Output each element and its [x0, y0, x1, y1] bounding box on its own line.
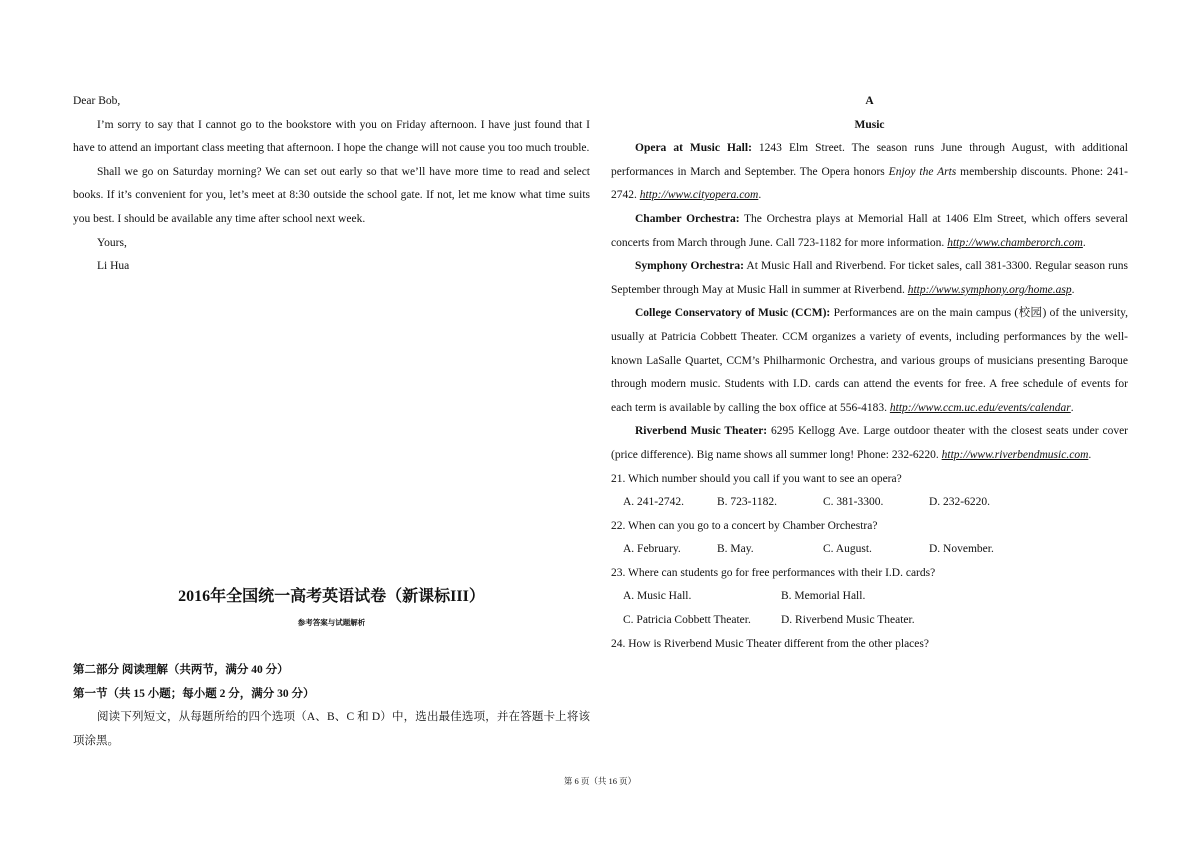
letter-column [73, 90, 590, 279]
passage-title: Music [854, 118, 885, 131]
letter-closing: Yours, [97, 236, 127, 249]
entry-riverbend [611, 420, 1128, 467]
exam-subtitle: 参考答案与试题解析 [297, 618, 366, 627]
entry-opera-link[interactable]: http://www.cityopera.com [639, 189, 759, 202]
question-22: 22. When can you go to a concert by Chamber Orchestra? [611, 519, 878, 532]
question-23-option-a: A. Music Hall. [623, 590, 692, 603]
entry-opera-italic: Enjoy the Arts [888, 165, 957, 178]
question-22-option-a: A. February. [623, 543, 681, 556]
entry-symphony [611, 255, 1128, 302]
part-heading: 第二部分 阅读理解（共两节，满分 40 分） [73, 664, 289, 676]
letter-paragraph-1: I’m sorry to say that I cannot go to the bookstore with you on Friday afternoon. I have just found that I have to attend an important class meeting that afternoon. I hope the change will not cause you too much trouble. [73, 118, 590, 155]
passage-letter: A [865, 95, 874, 107]
letter-paragraph-2: Shall we go on Saturday morning? We can set out early so that we’ll have more time to read and select books. If it’s convenient for you, let’s meet at 8:30 outside the school gate. If not, let me know what time suits you best. I should be available any time after school next week. [73, 165, 590, 225]
entry-opera [611, 137, 1128, 208]
entry-chamber-text: The Orchestra plays at Memorial Hall at 1406 Elm Street, which offers several concerts from March through June. Call 723-1182 for more information. [611, 212, 1128, 249]
question-21-option-c: C. 381-3300. [823, 496, 884, 509]
entry-opera-name: Opera at Music Hall: [635, 142, 752, 155]
entry-opera-text-2: membership discounts. Phone: 241-2742. [611, 165, 1128, 202]
question-22-options [611, 538, 1128, 562]
question-21-option-d: D. 232-6220. [929, 496, 991, 509]
question-21: 21. Which number should you call if you want to see an opera? [611, 472, 902, 485]
entry-ccm-text: Performances are on the main campus (校园) of the university, usually at Patricia Cobbett Theater. CCM organizes a variety of events, including performances by the well-known LaSalle Quartet, CCM’s Philharmonic Orchestra, and various groups of musicians presenting Baroque through modern music. Students with I.D. cards can attend the events for free. A free schedule of events for each term is available by calling the box office at 556-4183. [611, 307, 1128, 414]
entry-ccm-name: College Conservatory of Music (CCM): [635, 307, 831, 320]
entry-riverbend-link[interactable]: http://www.riverbendmusic.com [941, 448, 1089, 461]
entry-riverbend-name: Riverbend Music Theater: [635, 425, 768, 438]
exam-title: 2016年全国统一高考英语试卷（新课标III） [178, 588, 485, 605]
entry-ccm-end: . [1070, 401, 1074, 414]
question-23-option-b: B. Memorial Hall. [781, 590, 866, 603]
question-23-options-row-2 [611, 609, 1128, 633]
page-footer: 第 6 页（共 16 页） [563, 776, 637, 786]
entry-symphony-name: Symphony Orchestra: [635, 260, 744, 273]
entry-riverbend-text: 6295 Kellogg Ave. Large outdoor theater with the closest seats under cover (price difference). Big name shows all summer long! Phone: 232-6220. [611, 425, 1128, 461]
question-23-option-d: D. Riverbend Music Theater. [781, 614, 915, 627]
entry-chamber-end: . [1082, 236, 1086, 249]
entry-opera-text: 1243 Elm Street. The season runs June through August, with additional performances in March and September. The Opera honors [611, 142, 1128, 178]
question-23: 23. Where can students go for free performances with their I.D. cards? [611, 566, 936, 579]
question-21-option-b: B. 723-1182. [717, 496, 777, 509]
question-21-option-a: A. 241-2742. [623, 496, 685, 509]
entry-ccm-link[interactable]: http://www.ccm.uc.edu/events/calendar [889, 401, 1071, 414]
question-22-option-b: B. May. [717, 543, 754, 556]
entry-chamber-link[interactable]: http://www.chamberorch.com [947, 236, 1083, 249]
entry-symphony-text: At Music Hall and Riverbend. For ticket sales, call 381-3300. Regular season runs September through May at Music Hall in summer at Riverbend. [611, 260, 1128, 296]
entry-opera-end: . [758, 189, 762, 202]
question-22-option-c: C. August. [823, 543, 872, 556]
question-23-option-c: C. Patricia Cobbett Theater. [623, 614, 751, 627]
entry-chamber [611, 208, 1128, 255]
passage-column [611, 90, 1128, 656]
instructions: 阅读下列短文，从每题所给的四个选项（A、B、C 和 D）中，选出最佳选项，并在答题卡上将该项涂黑。 [73, 711, 590, 747]
entry-chamber-name: Chamber Orchestra: [635, 212, 740, 225]
letter-salutation: Dear Bob, [73, 95, 121, 107]
section-heading: 第一节（共 15 小题；每小题 2 分，满分 30 分） [73, 687, 315, 700]
question-21-options [611, 491, 1128, 515]
question-22-option-d: D. November. [929, 543, 994, 556]
entry-symphony-link[interactable]: http://www.symphony.org/home.asp [907, 283, 1072, 296]
entry-riverbend-end: . [1088, 448, 1092, 461]
question-24: 24. How is Riverbend Music Theater different from the other places? [611, 637, 929, 650]
entry-ccm [611, 302, 1128, 420]
letter-signature: Li Hua [97, 260, 130, 273]
entry-symphony-end: . [1071, 283, 1075, 296]
reading-section [73, 659, 590, 753]
question-23-options-row-1 [611, 585, 1128, 609]
